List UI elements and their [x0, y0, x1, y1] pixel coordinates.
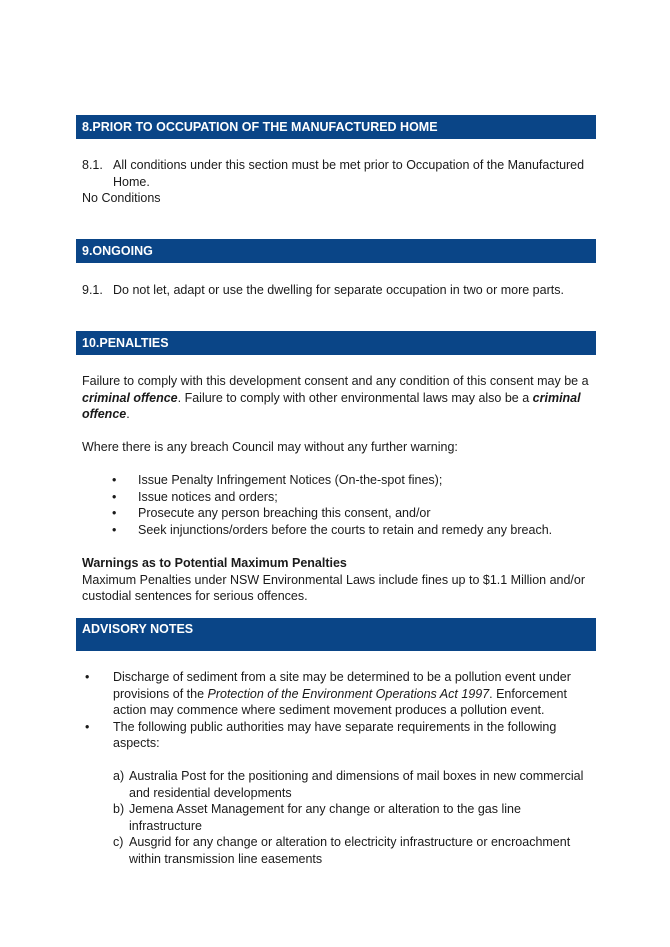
authorities-list	[113, 768, 593, 867]
section-10-heading-bar	[76, 331, 596, 355]
section-8-heading: 8.PRIOR TO OCCUPATION OF THE MANUFACTURED HOME	[82, 120, 438, 134]
no-conditions-note: No Conditions	[82, 191, 161, 205]
item-label: c)	[113, 835, 124, 849]
section-9-body	[82, 282, 597, 299]
warnings-text: Maximum Penalties under NSW Environmental Laws include fines up to $1.1 Million and/or custodial sentences for serious offences.	[82, 572, 586, 603]
criminal-offence-emphasis: criminal offence	[82, 390, 581, 421]
item-text: Jemena Asset Management for any change or alteration to the gas line infrastructure	[129, 802, 521, 833]
advisory-text: . Enforcement action may commence where sediment movement produces a pollution event.	[113, 686, 567, 717]
list-item: • Prosecute any person breaching this consent, and/or	[110, 505, 590, 522]
condition-8-1	[82, 157, 597, 190]
advisory-notes-heading: ADVISORY NOTES	[82, 622, 194, 636]
section-9-heading-bar	[76, 239, 596, 263]
penalties-text: .	[126, 407, 130, 421]
section-8-heading-bar	[76, 115, 596, 139]
condition-text: All conditions under this section must be met prior to Occupation of the Manufactured Home.	[113, 158, 585, 189]
penalties-paragraph	[82, 373, 597, 423]
item-text: Australia Post for the positioning and dimensions of mail boxes in new commercial and residential developments	[129, 769, 584, 800]
penalties-text: Failure to comply with this development consent and any condition of this consent may be a	[82, 374, 589, 388]
warnings-block	[82, 555, 597, 605]
act-title: Protection of the Environment Operations Act 1997	[207, 686, 490, 701]
condition-9-1	[82, 282, 597, 299]
breach-intro: Where there is any breach Council may without any further warning:	[82, 440, 458, 454]
list-item	[82, 669, 597, 719]
criminal-offence-emphasis: criminal offence	[82, 390, 178, 405]
breach-actions-list	[110, 472, 590, 538]
condition-text: Do not let, adapt or use the dwelling for separate occupation in two or more parts.	[113, 283, 564, 297]
list-item: • The following public authorities may have separate requirements in the following aspects:	[82, 719, 597, 752]
list-item: • Issue Penalty Infringement Notices (On-the-spot fines);	[110, 472, 590, 489]
condition-number: 8.1.	[82, 158, 103, 172]
section-8-body	[82, 157, 597, 207]
list-item: • Seek injunctions/orders before the courts to retain and remedy any breach.	[110, 522, 590, 539]
advisory-notes-heading-bar	[76, 618, 596, 651]
list-item	[113, 768, 593, 801]
item-label: b)	[113, 802, 125, 816]
list-item	[113, 834, 593, 867]
advisory-text: Discharge of sediment from a site may be determined to be a pollution event under provisions of the	[113, 670, 571, 701]
condition-number: 9.1.	[82, 283, 103, 297]
list-item: • Issue notices and orders;	[110, 489, 590, 506]
list-item	[113, 801, 593, 834]
section-9-heading: 9.ONGOING	[82, 244, 153, 258]
penalties-text: . Failure to comply with other environmental laws may also be a	[177, 390, 533, 405]
warnings-title: Warnings as to Potential Maximum Penalties	[82, 556, 347, 570]
item-text: Ausgrid for any change or alteration to electricity infrastructure or encroachment within transmission line easements	[129, 835, 571, 866]
section-10-heading: 10.PENALTIES	[82, 336, 169, 350]
advisory-notes-list	[82, 669, 597, 752]
item-label: a)	[113, 769, 125, 783]
